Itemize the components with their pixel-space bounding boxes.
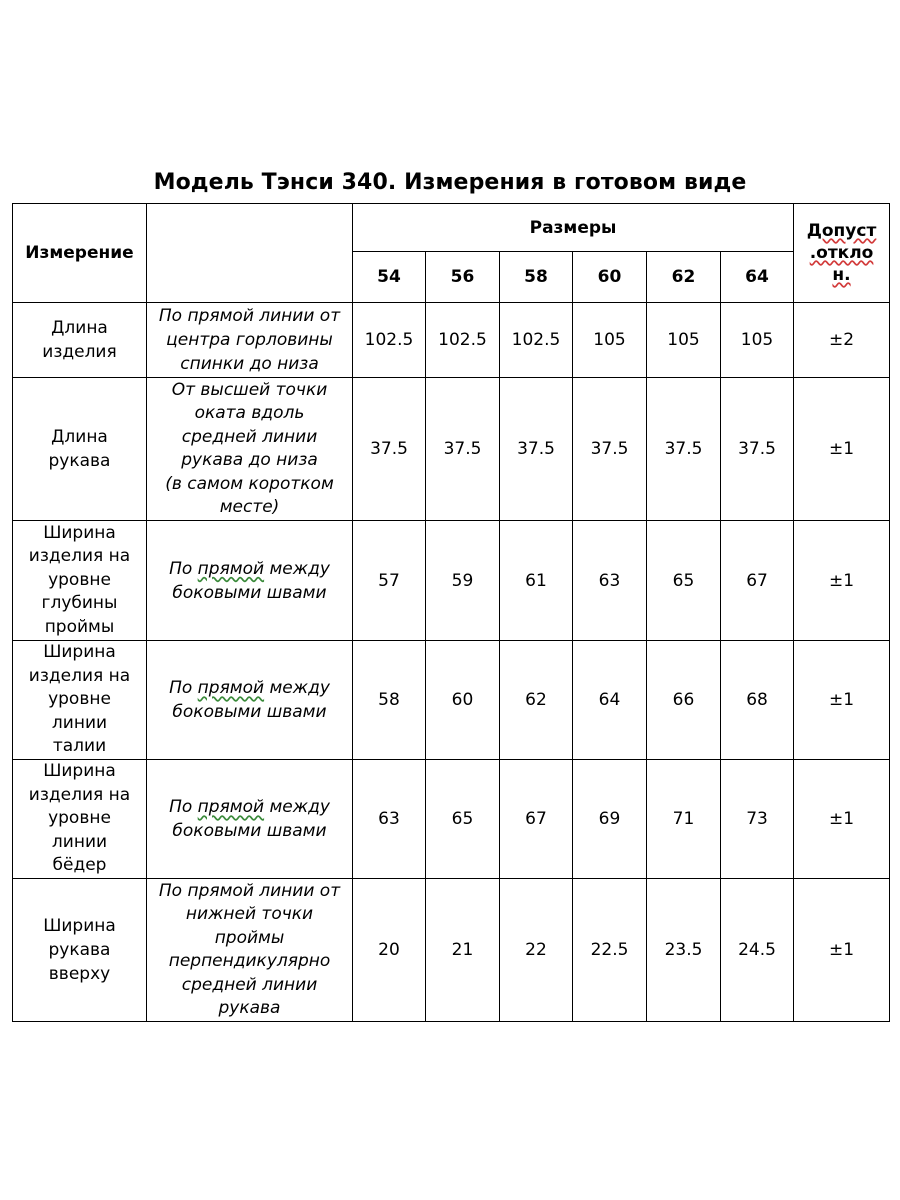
size-value: 20 <box>353 879 426 1022</box>
size-value: 24.5 <box>721 879 794 1022</box>
tolerance-line: Допуст <box>806 221 877 241</box>
measurement-description: По прямой между боковыми швами <box>147 641 353 760</box>
table-row <box>13 879 890 1022</box>
size-value: 37.5 <box>573 378 647 521</box>
size-value: 102.5 <box>500 303 573 378</box>
size-value: 71 <box>647 760 721 879</box>
tolerance-value: ±2 <box>794 303 890 378</box>
size-value: 105 <box>647 303 721 378</box>
table-row <box>13 641 890 760</box>
size-value: 65 <box>426 760 500 879</box>
tolerance-value: ±1 <box>794 641 890 760</box>
size-value: 37.5 <box>426 378 500 521</box>
measurement-name: Ширина изделия на уровне линии талии <box>13 641 147 760</box>
size-header: 60 <box>573 252 647 303</box>
description-header <box>147 204 353 303</box>
tolerance-value: ±1 <box>794 378 890 521</box>
table-row <box>13 303 890 378</box>
measurement-description: По прямой линии от центра горловины спинки до низа <box>147 303 353 378</box>
size-header: 62 <box>647 252 721 303</box>
size-value: 61 <box>500 521 573 641</box>
size-value: 59 <box>426 521 500 641</box>
table-row <box>13 378 890 521</box>
size-value: 62 <box>500 641 573 760</box>
size-value: 58 <box>353 641 426 760</box>
table-row <box>13 760 890 879</box>
tolerance-value: ±1 <box>794 879 890 1022</box>
size-value: 68 <box>721 641 794 760</box>
size-value: 23.5 <box>647 879 721 1022</box>
tolerance-line: .откло <box>809 243 874 263</box>
table-row <box>13 521 890 641</box>
measurement-name: Длина изделия <box>13 303 147 378</box>
measurement-description: По прямой между боковыми швами <box>147 521 353 641</box>
measurement-name: Ширина изделия на уровне глубины проймы <box>13 521 147 641</box>
measurements-table <box>12 203 890 1022</box>
size-value: 67 <box>721 521 794 641</box>
size-value: 37.5 <box>353 378 426 521</box>
measure-header: Измерение <box>13 204 147 303</box>
measurement-name: Ширина изделия на уровне линии бёдер <box>13 760 147 879</box>
size-header: 54 <box>353 252 426 303</box>
size-header: 56 <box>426 252 500 303</box>
tolerance-value: ±1 <box>794 760 890 879</box>
size-value: 66 <box>647 641 721 760</box>
size-value: 37.5 <box>647 378 721 521</box>
size-value: 65 <box>647 521 721 641</box>
size-header: 58 <box>500 252 573 303</box>
size-value: 22.5 <box>573 879 647 1022</box>
measurement-description: От высшей точки оката вдоль средней линии рукава до низа (в самом коротком месте) <box>147 378 353 521</box>
size-value: 69 <box>573 760 647 879</box>
size-value: 102.5 <box>426 303 500 378</box>
size-value: 105 <box>721 303 794 378</box>
measurement-description: По прямой между боковыми швами <box>147 760 353 879</box>
size-value: 22 <box>500 879 573 1022</box>
measurement-name: Длина рукава <box>13 378 147 521</box>
tolerance-header <box>794 204 890 303</box>
size-value: 63 <box>353 760 426 879</box>
size-value: 60 <box>426 641 500 760</box>
measurement-name: Ширина рукава вверху <box>13 879 147 1022</box>
sizes-header: Размеры <box>353 204 794 252</box>
header-row-1 <box>13 204 890 252</box>
tolerance-value: ±1 <box>794 521 890 641</box>
page-title: Модель Тэнси 340. Измерения в готовом виде <box>153 170 747 195</box>
size-value: 73 <box>721 760 794 879</box>
size-value: 63 <box>573 521 647 641</box>
size-value: 21 <box>426 879 500 1022</box>
size-value: 64 <box>573 641 647 760</box>
size-value: 102.5 <box>353 303 426 378</box>
size-value: 67 <box>500 760 573 879</box>
tolerance-line: н. <box>832 265 851 285</box>
size-value: 105 <box>573 303 647 378</box>
size-value: 57 <box>353 521 426 641</box>
size-value: 37.5 <box>721 378 794 521</box>
size-value: 37.5 <box>500 378 573 521</box>
size-header: 64 <box>721 252 794 303</box>
measurement-description: По прямой линии от нижней точки проймы перпендикулярно средней линии рукава <box>147 879 353 1022</box>
